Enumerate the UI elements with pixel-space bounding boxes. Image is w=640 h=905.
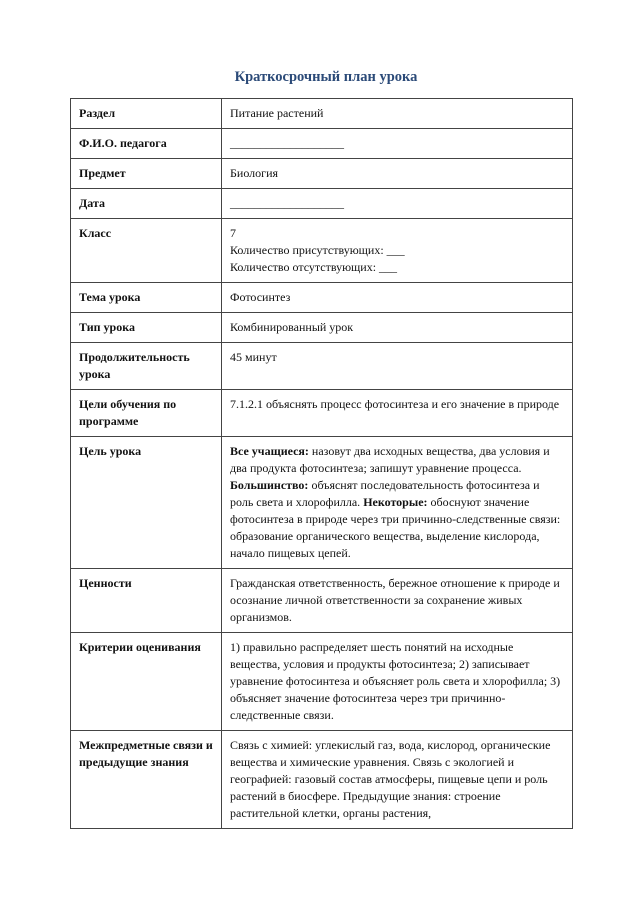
- row-value: 7.1.2.1 объяснять процесс фотосинтеза и его значение в природе: [222, 390, 573, 437]
- page-title: Краткосрочный план урока: [234, 69, 418, 85]
- row-value: ___________________: [222, 129, 573, 159]
- table-row: [71, 390, 573, 437]
- goal-all-text: назовут два исходных вещества, два условия и два продукта фотосинтеза; запишут уравнение процесса.: [230, 444, 550, 475]
- row-label: Раздел: [71, 99, 222, 129]
- table-row: [71, 437, 573, 569]
- row-value: 1) правильно распределяет шесть понятий на исходные вещества, условия и продукты фотосинтеза; 2) записывает уравнение фотосинтеза и объясняет роль света и хлорофилла; 3) объясняет значение фотосинтеза через три причинно-следственные связи.: [222, 633, 573, 731]
- row-label: Дата: [71, 189, 222, 219]
- row-label: Ф.И.О. педагога: [71, 129, 222, 159]
- lesson-plan-table: [70, 98, 573, 829]
- table-row: [71, 343, 573, 390]
- table-row: [71, 99, 573, 129]
- lesson-goal-value: [222, 437, 573, 569]
- row-label: Ценности: [71, 569, 222, 633]
- goal-some-label: Некоторые:: [363, 495, 428, 509]
- row-value: Питание растений: [222, 99, 573, 129]
- goal-most-label: Большинство:: [230, 478, 309, 492]
- row-label: Тема урока: [71, 283, 222, 313]
- row-value: Фотосинтез: [222, 283, 573, 313]
- row-label: Цель урока: [71, 437, 222, 569]
- row-value: ___________________: [222, 189, 573, 219]
- table-row: [71, 283, 573, 313]
- row-value: Гражданская ответственность, бережное отношение к природе и осознание личной ответственности за сохранение живых организмов.: [222, 569, 573, 633]
- table-row: [71, 219, 573, 283]
- row-value: Связь с химией: углекислый газ, вода, кислород, органические вещества и химические уравнения. Связь с экологией и географией: газовый состав атмосферы, пищевые цепи и роль растений в биосфере. Предыдущие знания: строение растительной клетки, органы растения,: [222, 731, 573, 829]
- row-label: Тип урока: [71, 313, 222, 343]
- row-label: Предмет: [71, 159, 222, 189]
- row-label: Критерии оценивания: [71, 633, 222, 731]
- row-value: 45 минут: [222, 343, 573, 390]
- table-row: [71, 731, 573, 829]
- row-value: 7 Количество присутствующих: ___ Количество отсутствующих: ___: [222, 219, 573, 283]
- row-value: Комбинированный урок: [222, 313, 573, 343]
- goal-some-text: обоснуют значение фотосинтеза в природе через три причинно-следственные связи: образование органического вещества, выделение кислорода, начало пищевых цепей.: [230, 495, 561, 560]
- table-row: [71, 569, 573, 633]
- table-row: [71, 189, 573, 219]
- row-label: Класс: [71, 219, 222, 283]
- row-label: Межпредметные связи и предыдущие знания: [71, 731, 222, 829]
- table-row: [71, 129, 573, 159]
- table-row: [71, 313, 573, 343]
- goal-most-text: объяснят последовательность фотосинтеза и роль света и хлорофилла.: [230, 478, 540, 509]
- table-row: [71, 633, 573, 731]
- row-label: Продолжительность урока: [71, 343, 222, 390]
- row-value: Биология: [222, 159, 573, 189]
- table-row: [71, 159, 573, 189]
- goal-all-label: Все учащиеся:: [230, 444, 309, 458]
- row-label: Цели обучения по программе: [71, 390, 222, 437]
